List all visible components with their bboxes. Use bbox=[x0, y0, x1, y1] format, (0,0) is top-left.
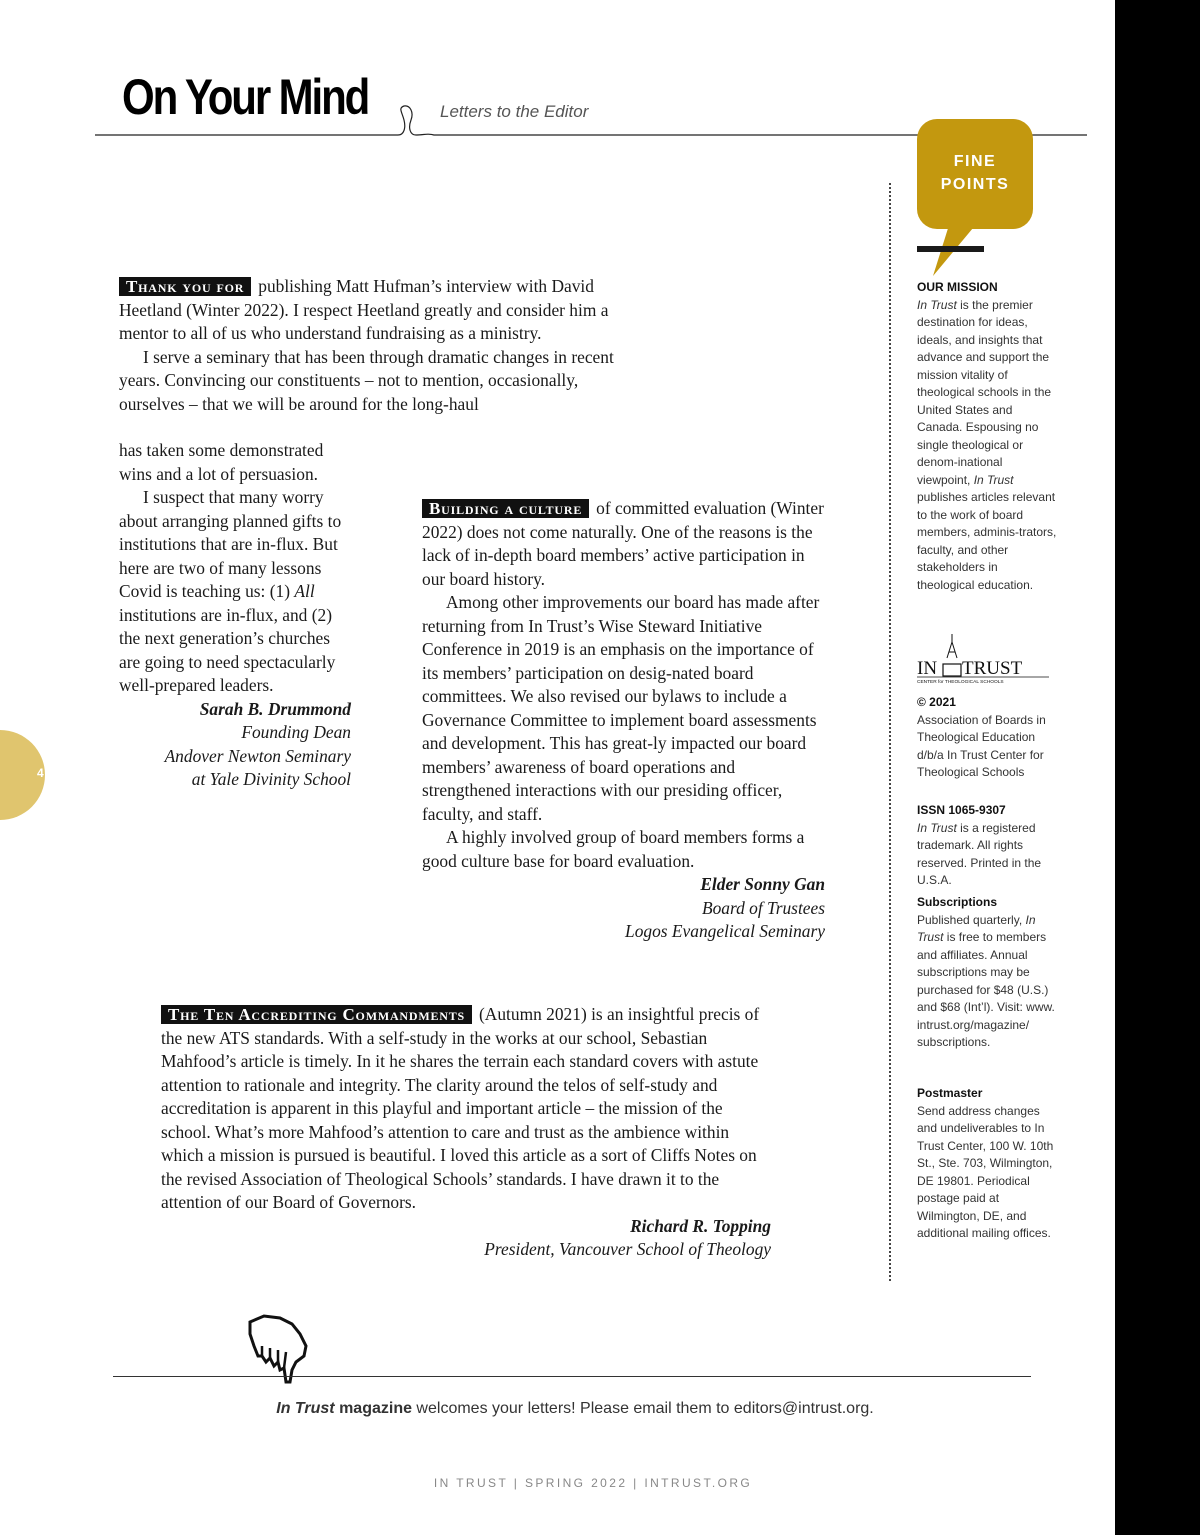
page-title: On Your Mind bbox=[122, 69, 369, 125]
letter-2-author-title-1: Board of Trustees bbox=[701, 897, 825, 918]
letter-2 bbox=[422, 497, 825, 944]
letter-1-column bbox=[119, 439, 351, 792]
letter-1-p1: publishing Matt Hufman’s interview with David Heetland (Winter 2022). I respect Heetland greatly and consider him a mentor to all of us who understand fundraising as a ministry. bbox=[119, 276, 609, 343]
letter-2-author: Elder Sonny Gan bbox=[700, 874, 825, 894]
pointing-hand-icon bbox=[246, 1312, 310, 1384]
letter-2-tag: Building a culture bbox=[422, 499, 589, 518]
subscriptions-block bbox=[917, 894, 1057, 1052]
logo-trust-text: TRUST bbox=[962, 658, 1023, 679]
issn-text: In Trust is a registered trademark. All rights reserved. Printed in the U.S.A. bbox=[917, 820, 1042, 887]
letter-1-intro bbox=[119, 275, 619, 416]
issn-heading: ISSN 1065-9307 bbox=[917, 803, 1006, 817]
letter-1-signature bbox=[119, 698, 351, 792]
folio: IN TRUST | SPRING 2022 | INTRUST.ORG bbox=[433, 1476, 753, 1490]
letter-2-p2: Among other improvements our board has made after returning from In Trust’s Wise Steward Initiative Conference in 2019 is an emphasis on the importance of its members’ participation on desig-nated board committees. We also revised our bylaws to include a Governance Committee to implement board assessments and development. This has great-ly impacted our board members’ awareness of board operations and strengthened interactions with our presiding officer, faculty, and staff. bbox=[422, 592, 820, 824]
copyright-heading: © 2021 bbox=[917, 695, 956, 709]
logo-in-text: IN bbox=[917, 658, 938, 679]
mission-heading: OUR MISSION bbox=[917, 280, 998, 294]
letter-1-author: Sarah B. Drummond bbox=[199, 698, 351, 719]
letter-2-signature bbox=[422, 873, 825, 944]
letter-1-author-title-3: at Yale Divinity School bbox=[191, 769, 351, 789]
letter-3-author-title-1: President, Vancouver School of Theology bbox=[484, 1239, 771, 1259]
letter-3 bbox=[161, 1003, 771, 1262]
postmaster-block bbox=[917, 1085, 1057, 1243]
page-number: 4 bbox=[37, 766, 44, 780]
page-subtitle: Letters to the Editor bbox=[440, 102, 589, 121]
fine-points-badge bbox=[917, 119, 1033, 229]
in-trust-logo bbox=[917, 632, 1057, 687]
letter-2-author-title-2: Logos Evangelical Seminary bbox=[625, 921, 825, 941]
issn-block bbox=[917, 802, 1057, 890]
copyright-text: Association of Boards in Theological Education d/b/a In Trust Center for Theological Schools bbox=[917, 712, 1046, 779]
letter-1-p2: I serve a seminary that has been through dramatic changes in recent years. Convincing our constituents – not to mention, occasionally, ourselves – that we will be around for the long-haul bbox=[119, 346, 614, 414]
footer-rule bbox=[113, 1376, 1031, 1377]
footer-invite: In Trust magazine welcomes your letters! Please email them to editors@intrust.org. bbox=[276, 1400, 874, 1417]
logo-subtext: CENTER for THEOLOGICAL SCHOOLS bbox=[917, 680, 1004, 685]
subscriptions-text: Published quarterly, In Trust is free to members and affiliates. Annual subscriptions may be purchased for $48 (U.S.) and $68 (Int’l). Visit: www. intrust.org/magazine/ subscriptions. bbox=[917, 912, 1055, 1049]
letter-3-author: Richard R. Topping bbox=[630, 1215, 771, 1236]
letter-3-signature bbox=[161, 1215, 771, 1262]
letter-1-p2b: has taken some demonstrated wins and a lot of persuasion. bbox=[119, 440, 324, 484]
mission-block bbox=[917, 279, 1057, 594]
letter-2-p1: of committed evaluation (Winter 2022) does not come naturally. One of the reasons is the lack of in-depth board members’ active participation in our board history. bbox=[422, 498, 824, 589]
fine-points-bar bbox=[917, 246, 984, 252]
subscriptions-heading: Subscriptions bbox=[917, 895, 998, 909]
copyright-block bbox=[917, 694, 1057, 782]
letter-2-p3: A highly involved group of board members forms a good culture base for board evaluation. bbox=[422, 827, 805, 871]
letter-3-tag: The Ten Accrediting Commandments bbox=[161, 1005, 472, 1024]
postmaster-heading: Postmaster bbox=[917, 1086, 983, 1100]
letter-1-author-title-1: Founding Dean bbox=[241, 722, 351, 742]
letter-1-p3: I suspect that many worry about arranging planned gifts to institutions that are in-flux. But here are two of many lessons Covid is teaching us: (1) All institutions are in-flux, and (2) the next generation’s churches are going to need spectacularly well-prepared leaders. bbox=[119, 487, 342, 695]
fine-points-line1: FINE bbox=[953, 153, 997, 170]
fine-points-line2: POINTS bbox=[940, 176, 1010, 193]
postmaster-text: Send address changes and undeliverables to In Trust Center, 100 W. 10th St., Ste. 703, Wilmington, DE 19801. Periodical postage paid at Wilmington, DE, and additional mailing offices. bbox=[917, 1103, 1054, 1240]
letter-1-author-title-2: Andover Newton Seminary bbox=[164, 745, 351, 766]
dashed-divider bbox=[889, 183, 892, 1281]
letter-3-p1: (Autumn 2021) is an insightful precis of the new ATS standards. With a self-study in the works at our school, Sebastian Mahfood’s article is timely. In it he shares the terrain each standard covers with astute attention to rationale and integrity. The clarity around the telos of self-study and accreditation is apparent in this playful and important article – the mission of the school. What’s more Mahfood’s attention to care and trust as the ambience within which a mission is pursued is beautiful. I loved this article as a sort of Cliffs Notes on the revised Association of Theological Schools’ standards. I have drawn it to the attention of our Board of Governors. bbox=[161, 1004, 760, 1212]
mission-text: In Trust is the premier destination for ideas, ideals, and insights that advance and support the mission vitality of theological schools in the United States and Canada. Espousing no single theological or denom-inational viewpoint, In Trust publishes articles relevant to the work of board members, adminis-trators, faculty, and other stakeholders in theological education. bbox=[917, 297, 1057, 592]
letter-1-tag: Thank you for bbox=[119, 277, 251, 296]
